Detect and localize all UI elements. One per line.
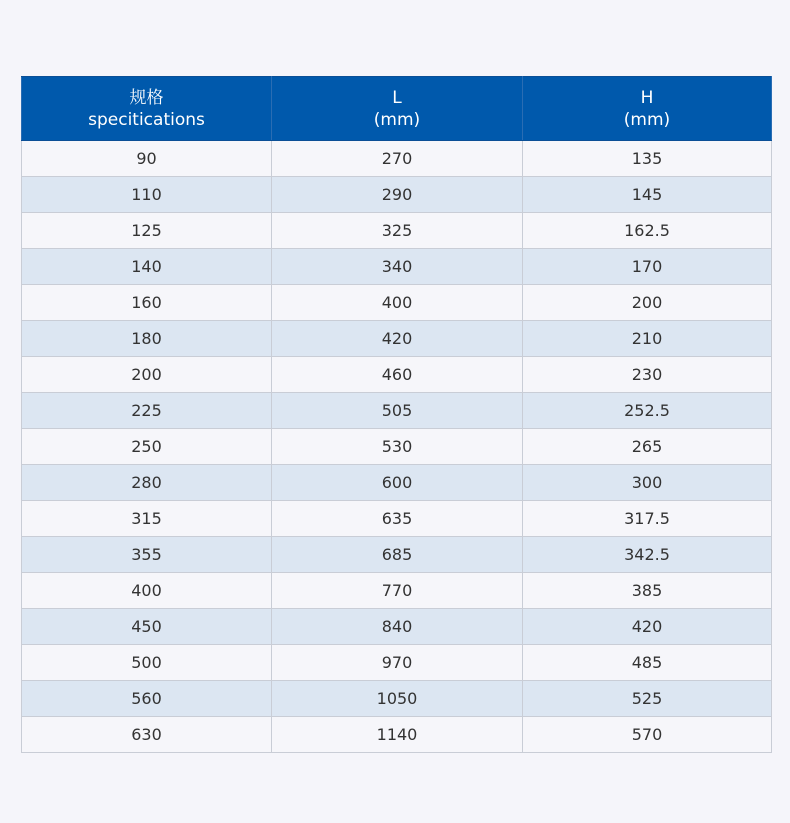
- cell-height: 170: [523, 249, 772, 285]
- cell-specification: 140: [22, 249, 272, 285]
- cell-specification: 355: [22, 537, 272, 573]
- table-row: [22, 645, 772, 681]
- cell-length: 460: [272, 357, 523, 393]
- cell-specification: 180: [22, 321, 272, 357]
- cell-length: 1050: [272, 681, 523, 717]
- cell-height: 135: [523, 141, 772, 177]
- header-height: [523, 77, 772, 141]
- cell-length: 530: [272, 429, 523, 465]
- cell-specification: 630: [22, 717, 272, 753]
- cell-specification: 160: [22, 285, 272, 321]
- cell-length: 840: [272, 609, 523, 645]
- cell-length: 970: [272, 645, 523, 681]
- cell-height: 385: [523, 573, 772, 609]
- header-height-symbol: H: [640, 87, 654, 108]
- table-row: [22, 357, 772, 393]
- cell-height: 342.5: [523, 537, 772, 573]
- cell-height: 210: [523, 321, 772, 357]
- header-specifications-en: specitications: [88, 109, 205, 130]
- header-specifications-cn: 规格: [129, 87, 164, 108]
- table-row: [22, 177, 772, 213]
- cell-height: 420: [523, 609, 772, 645]
- spec-table-container: [21, 76, 771, 753]
- cell-height: 230: [523, 357, 772, 393]
- cell-height: 145: [523, 177, 772, 213]
- table-row: [22, 717, 772, 753]
- cell-height: 485: [523, 645, 772, 681]
- cell-length: 400: [272, 285, 523, 321]
- cell-specification: 125: [22, 213, 272, 249]
- cell-length: 270: [272, 141, 523, 177]
- table-row: [22, 141, 772, 177]
- cell-length: 290: [272, 177, 523, 213]
- cell-specification: 250: [22, 429, 272, 465]
- cell-length: 600: [272, 465, 523, 501]
- cell-height: 300: [523, 465, 772, 501]
- table-row: [22, 393, 772, 429]
- table-row: [22, 537, 772, 573]
- cell-specification: 400: [22, 573, 272, 609]
- header-specifications: [22, 77, 272, 141]
- cell-specification: 110: [22, 177, 272, 213]
- table-row: [22, 609, 772, 645]
- table-row: [22, 681, 772, 717]
- header-length: [272, 77, 523, 141]
- table-row: [22, 465, 772, 501]
- table-row: [22, 213, 772, 249]
- table-row: [22, 429, 772, 465]
- cell-specification: 560: [22, 681, 272, 717]
- cell-specification: 225: [22, 393, 272, 429]
- spec-table-header: [22, 77, 772, 141]
- header-row: [22, 77, 772, 141]
- cell-height: 252.5: [523, 393, 772, 429]
- cell-length: 325: [272, 213, 523, 249]
- cell-length: 685: [272, 537, 523, 573]
- cell-specification: 315: [22, 501, 272, 537]
- cell-length: 770: [272, 573, 523, 609]
- cell-length: 340: [272, 249, 523, 285]
- cell-length: 420: [272, 321, 523, 357]
- cell-specification: 450: [22, 609, 272, 645]
- cell-length: 1140: [272, 717, 523, 753]
- cell-length: 505: [272, 393, 523, 429]
- header-length-symbol: L: [392, 87, 402, 108]
- cell-specification: 200: [22, 357, 272, 393]
- spec-table-body: [22, 141, 772, 753]
- table-row: [22, 249, 772, 285]
- cell-height: 570: [523, 717, 772, 753]
- table-row: [22, 321, 772, 357]
- header-height-unit: (mm): [623, 109, 671, 130]
- cell-height: 525: [523, 681, 772, 717]
- cell-length: 635: [272, 501, 523, 537]
- cell-height: 200: [523, 285, 772, 321]
- table-row: [22, 573, 772, 609]
- cell-height: 162.5: [523, 213, 772, 249]
- table-row: [22, 501, 772, 537]
- cell-specification: 90: [22, 141, 272, 177]
- header-length-unit: (mm): [373, 109, 421, 130]
- table-row: [22, 285, 772, 321]
- spec-table: [21, 76, 772, 753]
- cell-specification: 280: [22, 465, 272, 501]
- cell-height: 265: [523, 429, 772, 465]
- cell-height: 317.5: [523, 501, 772, 537]
- cell-specification: 500: [22, 645, 272, 681]
